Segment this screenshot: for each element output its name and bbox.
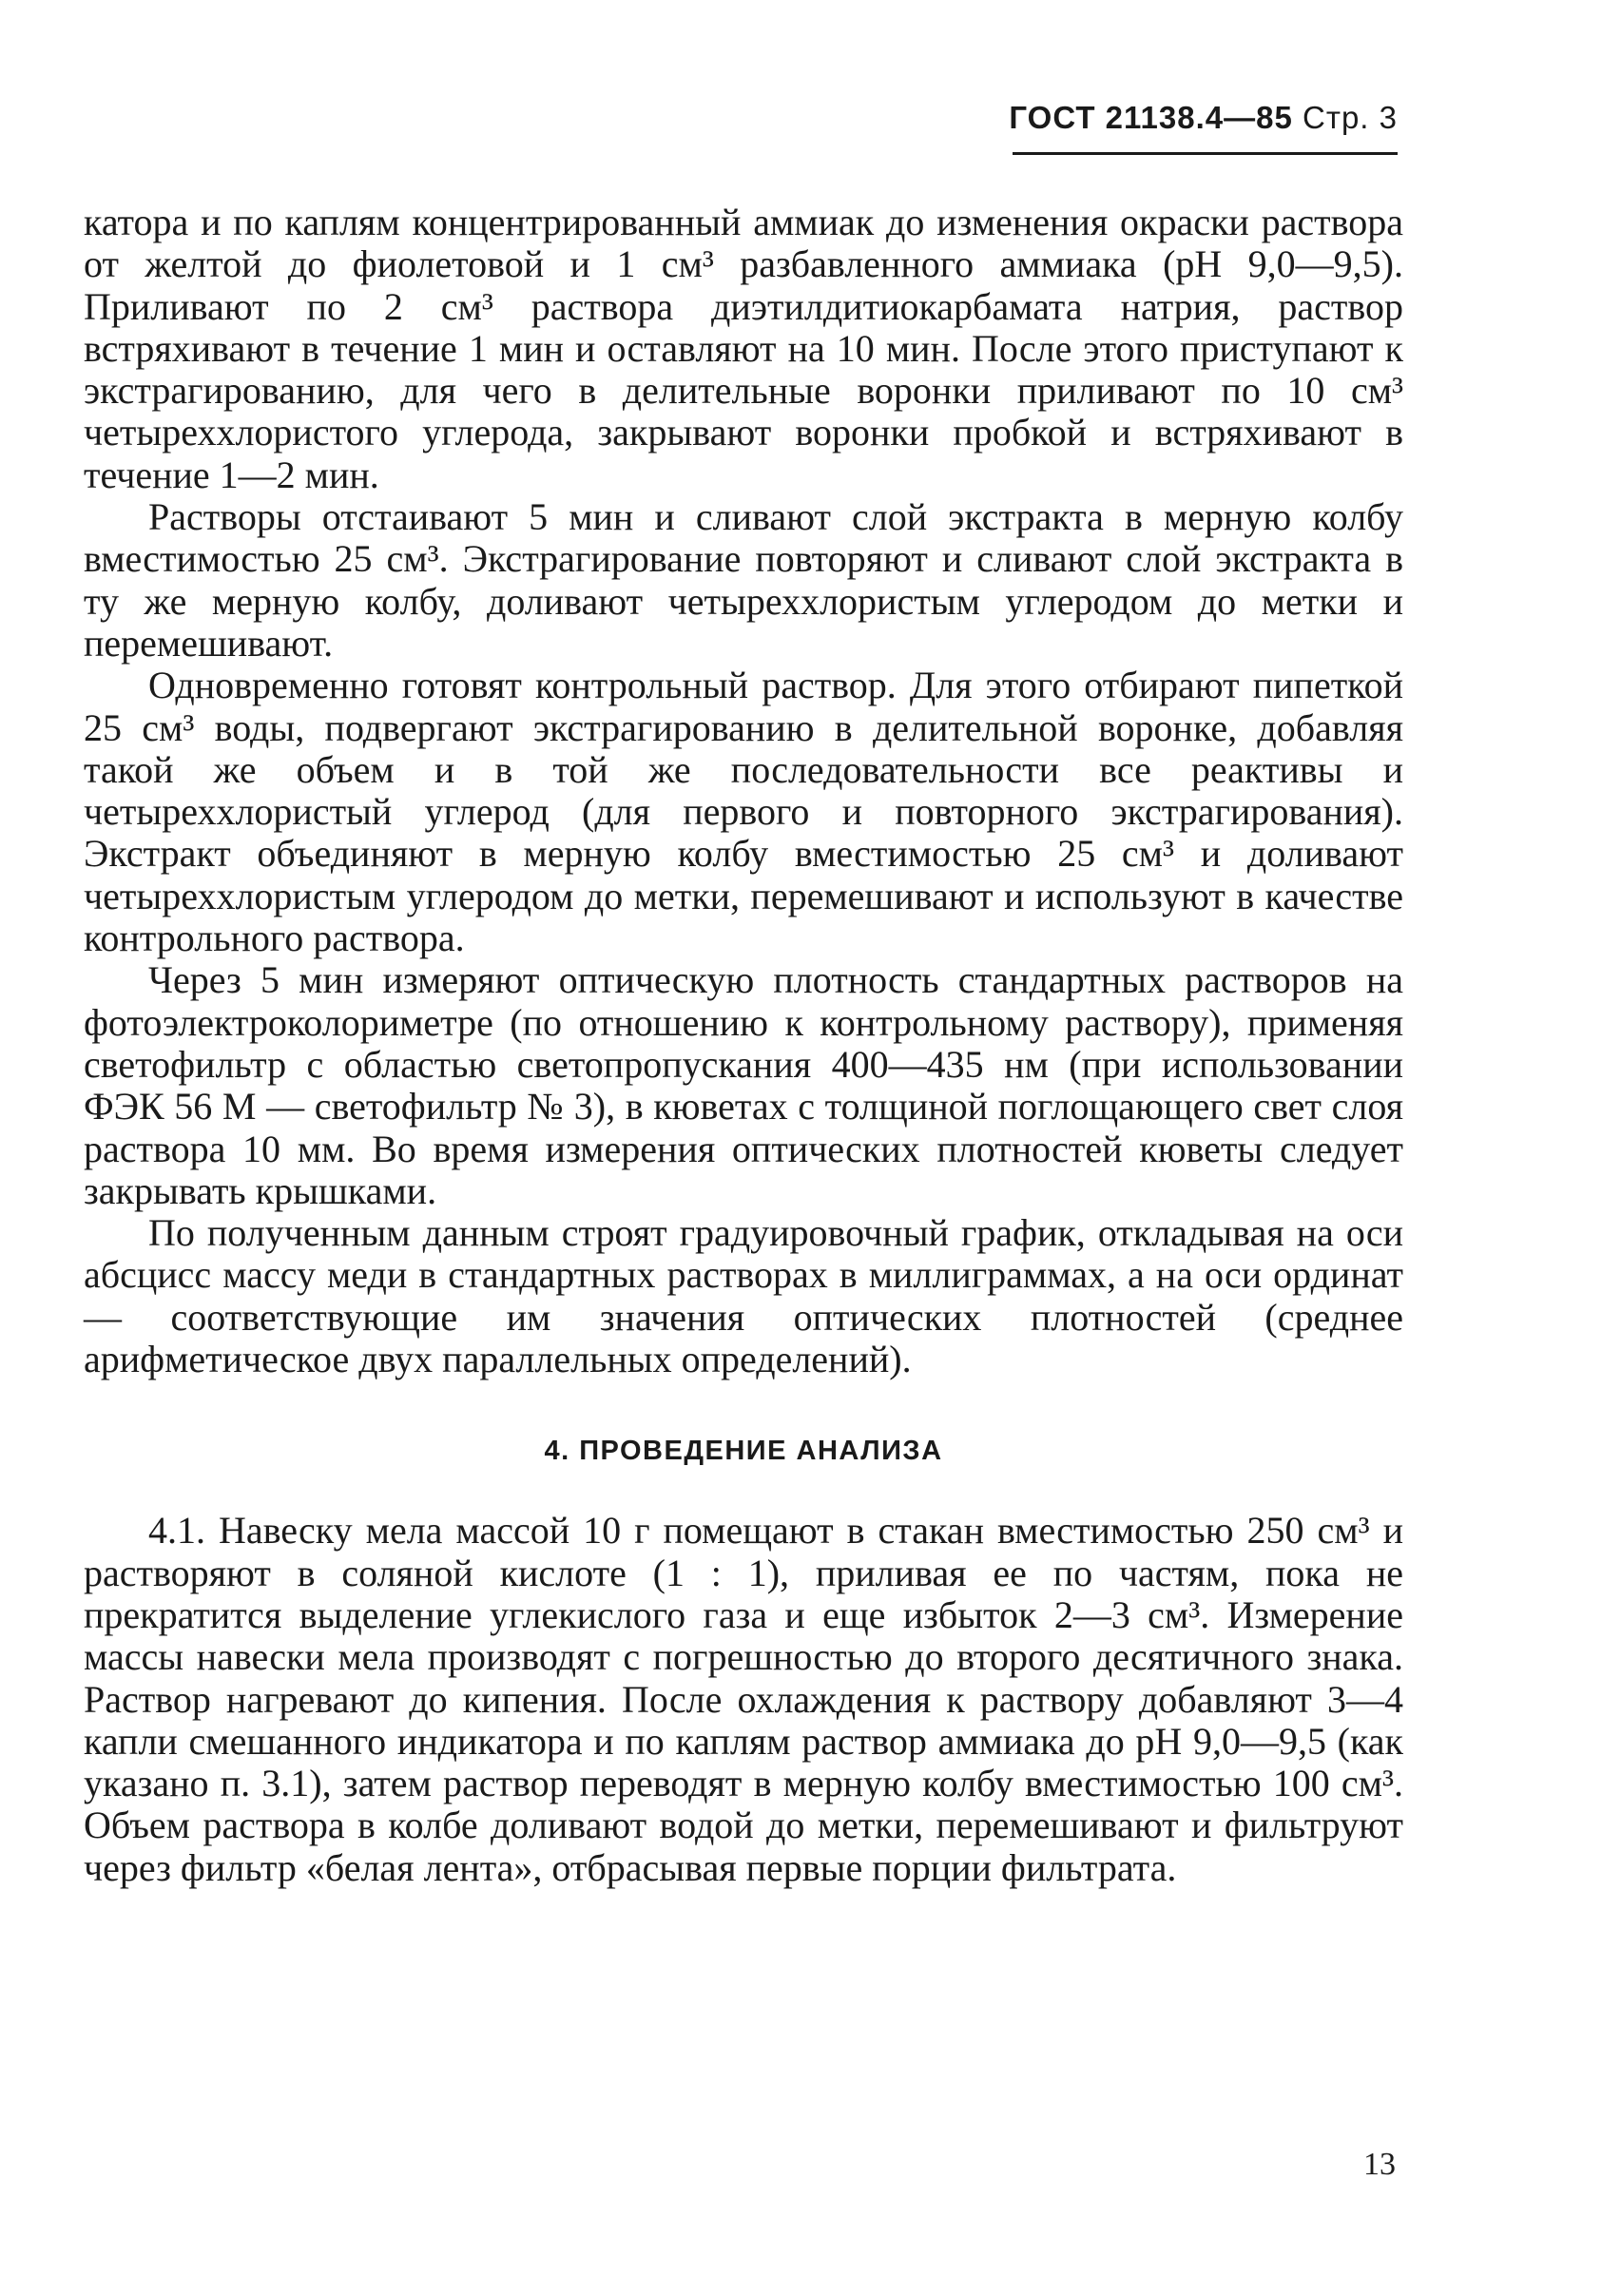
paragraph: Одновременно готовят контрольный раствор. Для этого отбирают пипеткой 25 см³ воды, подвергают экстрагированию в делительной воронке, добавляя такой же объем и в той же последовательности все реактивы и четыреххлористый углерод (для первого и повторного экстрагирования). Экстракт объединяют в мерную колбу вместимостью 25 см³ и доливают четыреххлористым углеродом до метки, перемешивают и используют в качестве контрольного раствора. (84, 664, 1403, 960)
header-page-label: Стр. 3 (1303, 100, 1398, 135)
section-paragraph: 4.1. Навеску мела массой 10 г помещают в стакан вместимостью 250 см³ и растворяют в соляной кислоте (1 : 1), приливая ее по частям, пока не прекратится выделение углекислого газа и еще избыток 2—3 см³. Измерение массы навески мела производят с погрешностью до второго десятичного знака. Раствор нагревают до кипения. После охлаждения к раствору добавляют 3—4 капли смешанного индикатора и по каплям раствор аммиака до pH 9,0—9,5 (как указано п. 3.1), затем раствор переводят в мерную колбу вместимостью 100 см³. Объем раствора в колбе доливают водой до метки, перемешивают и фильтруют через фильтр «белая лента», отбрасывая первые порции фильтрата. (84, 1509, 1403, 1889)
section-heading: 4. ПРОВЕДЕНИЕ АНАЛИЗА (544, 1436, 943, 1467)
paragraph: По полученным данным строят градуировочный график, откладывая на оси абсцисс массу меди в стандартных растворах в миллиграммах, а на оси ординат — соответствующие им значения оптических плотностей (среднее арифметическое двух параллельных определений). (84, 1211, 1403, 1381)
running-header (989, 100, 1398, 136)
standard-number: ГОСТ 21138.4—85 (1009, 100, 1293, 135)
header-rule (1013, 152, 1398, 155)
paragraph: Через 5 мин измеряют оптическую плотность стандартных растворов на фотоэлектроколориметре (по отношению к контрольному раствору), применяя светофильтр с областью светопропускания 400—435 нм (при использовании ФЭК 56 М — светофильтр № 3), в кюветах с толщиной поглощающего свет слоя раствора 10 мм. Во время измерения оптических плотностей кюветы следует закрывать крышками. (84, 958, 1403, 1212)
paragraph-continuation: катора и по каплям концентрированный аммиак до изменения окраски раствора от желтой до фиолетовой и 1 см³ разбавленного аммиака (pH 9,0—9,5). Приливают по 2 см³ раствора диэтилдитиокарбамата натрия, раствор встряхивают в течение 1 мин и оставляют на 10 мин. После этого приступают к экстрагированию, для чего в делительные воронки приливают по 10 см³ четыреххлористого углерода, закрывают воронки пробкой и встряхивают в течение 1—2 мин. (84, 201, 1403, 496)
body-text (84, 202, 1403, 1889)
page-number: 13 (1363, 2147, 1396, 2182)
paragraph: Растворы отстаивают 5 мин и сливают слой экстракта в мерную колбу вместимостью 25 см³. Экстрагирование повторяют и сливают слой экстракта в ту же мерную колбу, доливают четыреххлористым углеродом до метки и перемешивают. (84, 495, 1403, 665)
